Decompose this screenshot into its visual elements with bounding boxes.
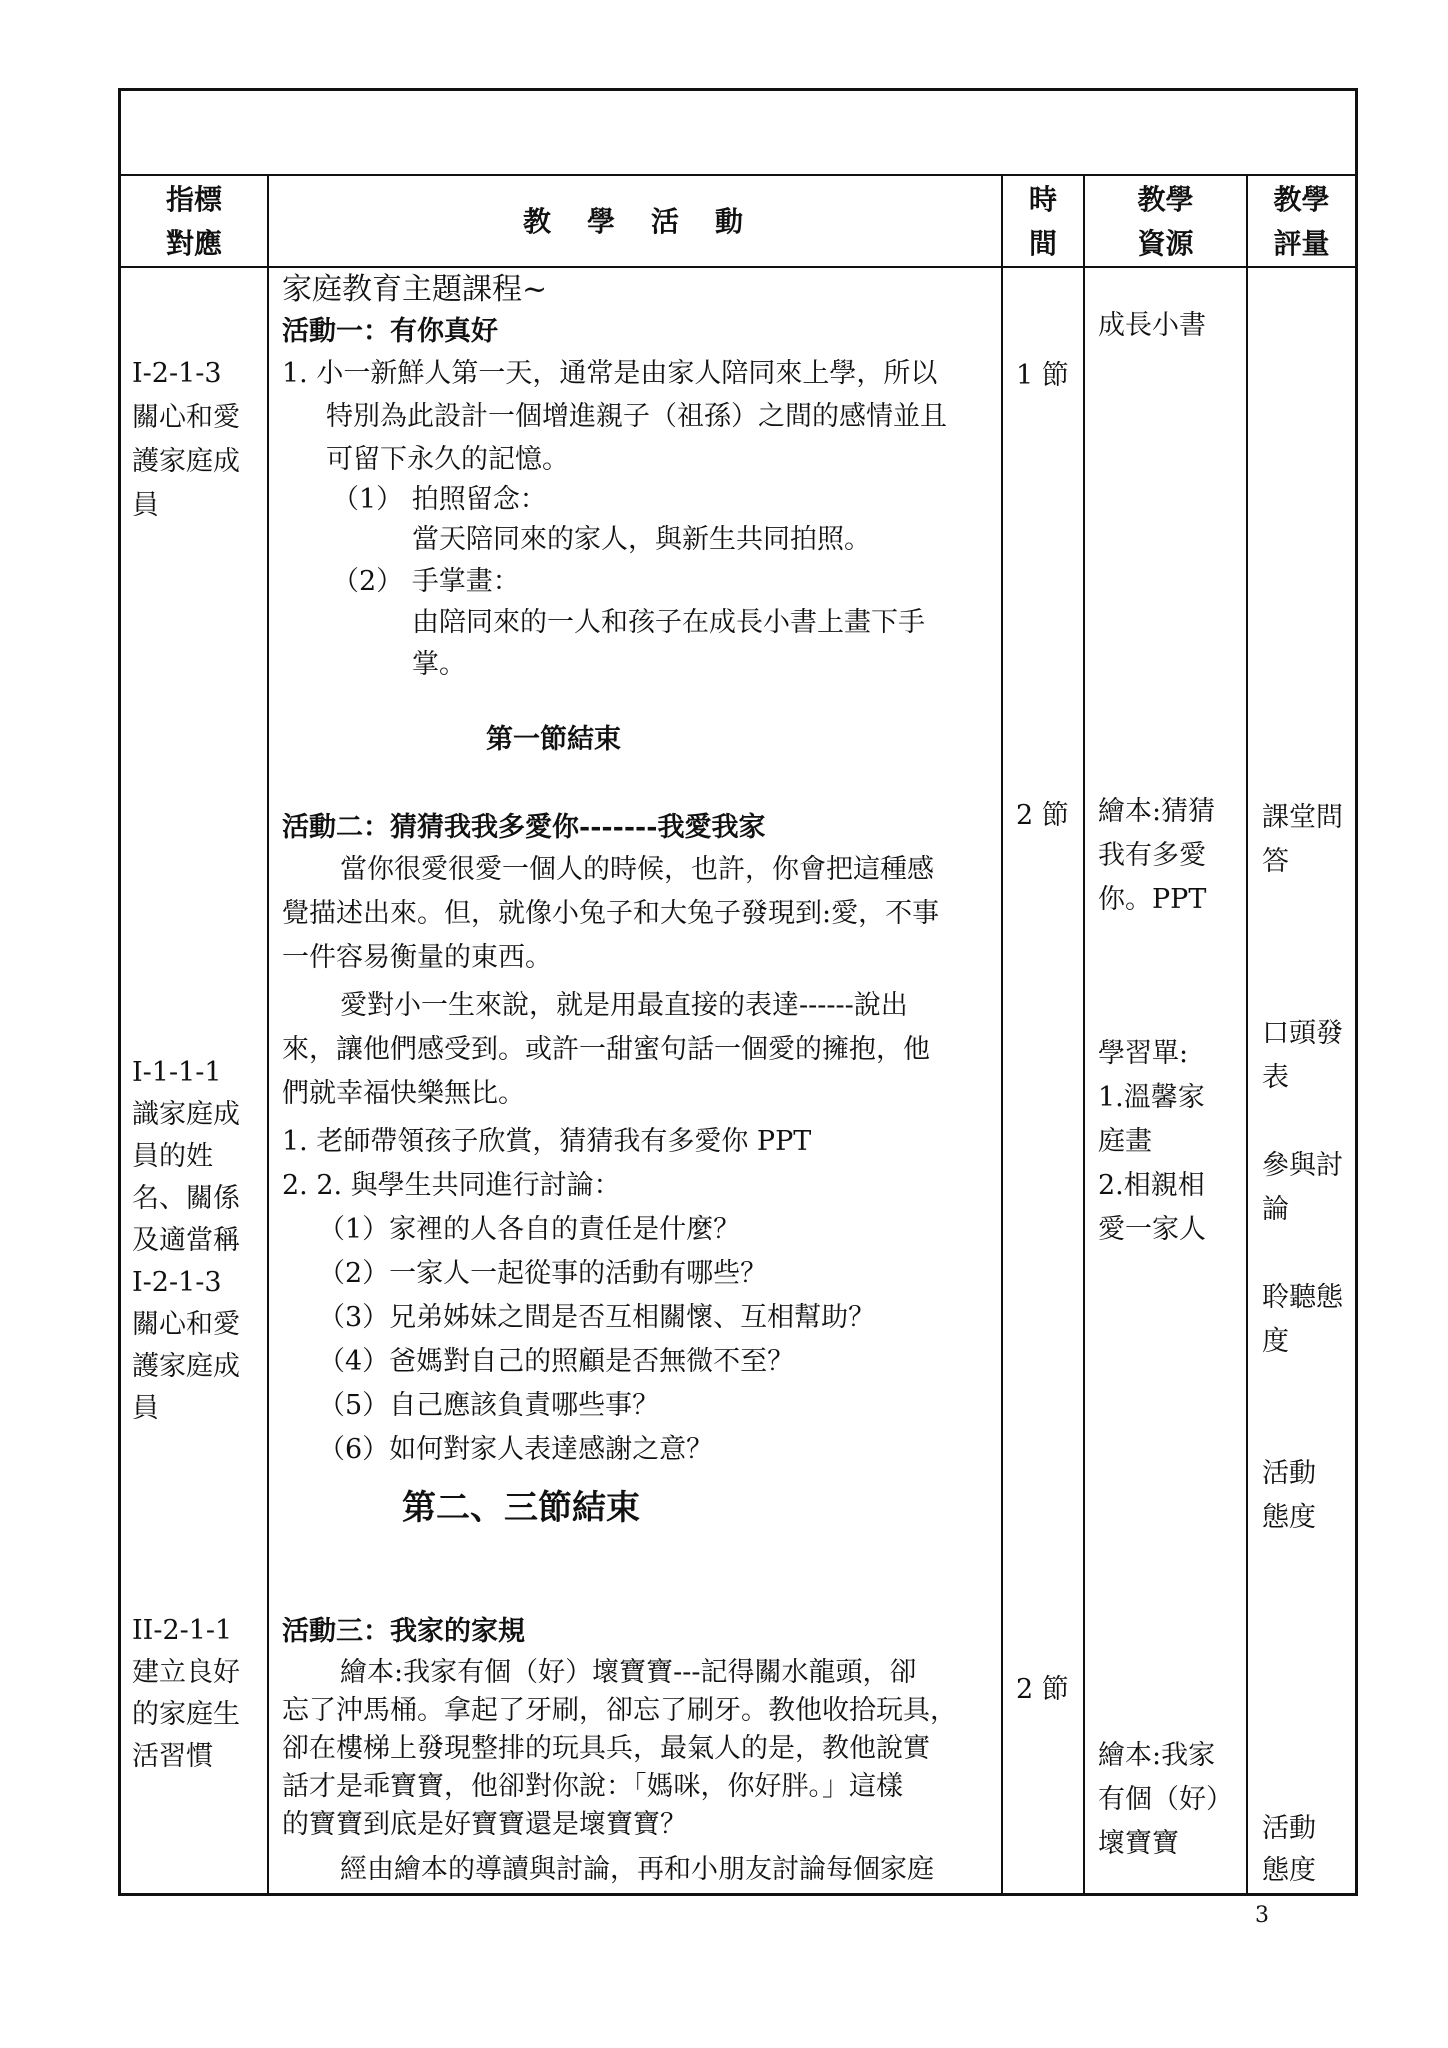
list-item: （5）自己應該負責哪些事？ xyxy=(318,1390,660,1421)
text-line: 忘了沖馬桶。拿起了牙刷，卻忘了刷牙。教他收拾玩具， xyxy=(282,1695,957,1726)
text-line: 壞寶寶 xyxy=(1098,1828,1179,1859)
text-line: 覺描述出來。但，就像小兔子和大兔子發現到:愛，不事 xyxy=(282,898,940,929)
text-line: 口頭發 xyxy=(1262,1018,1343,1049)
header-time-line2: 間 xyxy=(1028,227,1057,260)
text-line: 學習單: xyxy=(1098,1038,1189,1069)
text-line: 特別為此設計一個增進親子（祖孫）之間的感情並且 xyxy=(326,401,947,432)
text-line: 有個（好） xyxy=(1098,1784,1233,1815)
header-resources xyxy=(1085,178,1246,266)
activity1-sub1-label: （1） 拍照留念： xyxy=(332,484,547,515)
activity-intro: 家庭教育主題課程~ xyxy=(282,272,548,307)
col-divider-2 xyxy=(1001,174,1003,1895)
activity2-questions xyxy=(318,1208,875,1472)
section1-end: 第一節結束 xyxy=(486,724,621,755)
header-time-line1: 時 xyxy=(1028,183,1057,216)
activity3-title: 活動三：我家的家規 xyxy=(282,1616,525,1647)
resource-1: 成長小書 xyxy=(1098,310,1206,341)
header-activity: 教 學 活 動 xyxy=(522,205,747,238)
text-line: 繪本:猜猜 xyxy=(1098,796,1216,827)
activity3-paragraph2: 經由繪本的導讀與討論，再和小朋友討論每個家庭 xyxy=(340,1854,934,1885)
indicator-line: 活習慣 xyxy=(132,1741,213,1772)
evaluation-5 xyxy=(1262,1452,1316,1540)
text-line: 1. 小一新鮮人第一天，通常是由家人陪同來上學，所以 xyxy=(282,358,938,389)
text-line: 度 xyxy=(1262,1326,1289,1357)
activity2-title: 活動二：猜猜我我多愛你-------我愛我家 xyxy=(282,812,766,843)
indicator-line: 的家庭生 xyxy=(132,1699,240,1730)
col-divider-3 xyxy=(1083,174,1085,1895)
text-line: 答 xyxy=(1262,846,1289,877)
indicator-block-1 xyxy=(132,352,240,528)
text-line: 們就幸福快樂無比。 xyxy=(282,1078,525,1109)
header-evaluation-line1: 教學 xyxy=(1273,183,1330,216)
activity1-title: 活動一：有你真好 xyxy=(282,316,498,347)
indicator-line: 關心和愛 xyxy=(132,1309,240,1340)
table-bottom-border xyxy=(118,1893,1358,1896)
list-item: 2. 2. 與學生共同進行討論： xyxy=(282,1170,621,1201)
text-line: 愛一家人 xyxy=(1098,1214,1206,1245)
header-indicator-line1: 指標 xyxy=(165,183,222,216)
indicator-code: I-2-1-3 xyxy=(132,1267,222,1298)
evaluation-2 xyxy=(1262,1012,1343,1100)
activity2-paragraph1 xyxy=(282,848,939,980)
indicator-line: 護家庭成 xyxy=(132,1351,240,1382)
text-line: 卻在樓梯上發現整排的玩具兵，最氣人的是，教他說實 xyxy=(282,1733,930,1764)
text-line: 繪本:我家 xyxy=(1098,1740,1216,1771)
header-resources-line1: 教學 xyxy=(1137,183,1194,216)
text-line: 課堂問 xyxy=(1262,802,1343,833)
time-session-2: 2 節 xyxy=(1016,800,1069,831)
header-bottom-rule xyxy=(118,266,1358,268)
indicator-line: 員 xyxy=(132,1393,159,1424)
activity1-sub1-text: 當天陪同來的家人，與新生共同拍照。 xyxy=(412,524,871,555)
indicator-line: 護家庭成 xyxy=(132,446,240,477)
text-line: 來，讓他們感受到。或許一甜蜜句話一個愛的擁抱，他 xyxy=(282,1034,930,1065)
activity1-sub2-text xyxy=(412,602,925,686)
text-line: 掌。 xyxy=(412,649,466,680)
list-item: （1）家裡的人各自的責任是什麼？ xyxy=(318,1214,741,1245)
text-line: 我有多愛 xyxy=(1098,840,1206,871)
evaluation-3 xyxy=(1262,1144,1343,1232)
text-line: 話才是乖寶寶，他卻對你說：「媽咪，你好胖。」這樣 xyxy=(282,1771,903,1802)
text-line: 聆聽態 xyxy=(1262,1282,1343,1313)
text-line: 活動 xyxy=(1262,1458,1316,1489)
indicator-code: I-1-1-1 xyxy=(132,1057,222,1088)
text-line: 一件容易衡量的東西。 xyxy=(282,942,552,973)
table-top-border xyxy=(118,88,1358,91)
text-line: 繪本:我家有個（好）壞寶寶---記得關水龍頭，卻 xyxy=(340,1657,917,1688)
evaluation-6 xyxy=(1262,1808,1316,1892)
activity2-list xyxy=(282,1120,811,1208)
indicator-code: II-2-1-1 xyxy=(132,1615,233,1646)
text-line: 的寶寶到底是好寶寶還是壞寶寶？ xyxy=(282,1809,687,1840)
col-divider-4 xyxy=(1246,174,1248,1895)
activity1-sub2-label: （2） 手掌畫： xyxy=(332,566,520,597)
table-right-border xyxy=(1355,88,1358,1896)
header-time xyxy=(1003,178,1083,266)
indicator-line: 員的姓 xyxy=(132,1141,213,1172)
section23-end: 第二、三節結束 xyxy=(402,1488,640,1528)
header-indicator xyxy=(121,178,267,266)
page-number: 3 xyxy=(1255,1903,1269,1928)
indicator-code: I-2-1-3 xyxy=(132,358,222,389)
text-line: 當你很愛很愛一個人的時候，也許，你會把這種感 xyxy=(340,854,934,885)
text-line: 由陪同來的一人和孩子在成長小書上畫下手 xyxy=(412,607,925,638)
col-divider-1 xyxy=(267,174,269,1895)
text-line: 論 xyxy=(1262,1194,1289,1225)
list-item: （3）兄弟姊妹之間是否互相關懷、互相幫助？ xyxy=(318,1302,876,1333)
activity1-paragraph xyxy=(282,352,947,481)
indicator-line: 及適當稱 xyxy=(132,1225,240,1256)
indicator-line: 員 xyxy=(132,490,159,521)
time-session-3: 2 節 xyxy=(1016,1674,1069,1705)
list-item: 1. 老師帶領孩子欣賞，猜猜我有多愛你 PPT xyxy=(282,1126,812,1157)
text-line: 態度 xyxy=(1262,1502,1316,1533)
resource-4 xyxy=(1098,1734,1233,1866)
resource-2 xyxy=(1098,790,1215,922)
header-evaluation xyxy=(1248,178,1355,266)
evaluation-4 xyxy=(1262,1276,1343,1364)
text-line: 你。PPT xyxy=(1098,884,1207,915)
evaluation-1 xyxy=(1262,796,1343,884)
time-session-1: 1 節 xyxy=(1016,360,1069,391)
text-line: 1.溫馨家 xyxy=(1098,1082,1205,1113)
activity3-paragraph1 xyxy=(282,1654,957,1844)
text-line: 可留下永久的記憶。 xyxy=(326,444,569,475)
list-item: （6）如何對家人表達感謝之意？ xyxy=(318,1434,714,1465)
resource-3 xyxy=(1098,1032,1206,1252)
indicator-line: 名、關係 xyxy=(132,1183,240,1214)
header-evaluation-line2: 評量 xyxy=(1273,227,1330,260)
text-line: 庭畫 xyxy=(1098,1126,1152,1157)
header-top-rule xyxy=(118,174,1358,176)
indicator-line: 建立良好 xyxy=(132,1657,240,1688)
text-line: 表 xyxy=(1262,1062,1289,1093)
activity2-paragraph2 xyxy=(282,984,930,1116)
text-line: 態度 xyxy=(1262,1855,1316,1886)
indicator-block-3 xyxy=(132,1610,240,1778)
table-left-border xyxy=(118,88,121,1896)
list-item: （2）一家人一起從事的活動有哪些？ xyxy=(318,1258,768,1289)
text-line: 2.相親相 xyxy=(1098,1170,1205,1201)
indicator-line: 關心和愛 xyxy=(132,402,240,433)
text-line: 參與討 xyxy=(1262,1150,1343,1181)
indicator-block-2 xyxy=(132,1052,240,1430)
text-line: 活動 xyxy=(1262,1813,1316,1844)
list-item: （4）爸媽對自己的照顧是否無微不至？ xyxy=(318,1346,795,1377)
header-resources-line2: 資源 xyxy=(1137,227,1194,260)
header-indicator-line2: 對應 xyxy=(165,227,222,260)
indicator-line: 識家庭成 xyxy=(132,1099,240,1130)
text-line: 愛對小一生來說，就是用最直接的表達------說出 xyxy=(340,990,908,1021)
